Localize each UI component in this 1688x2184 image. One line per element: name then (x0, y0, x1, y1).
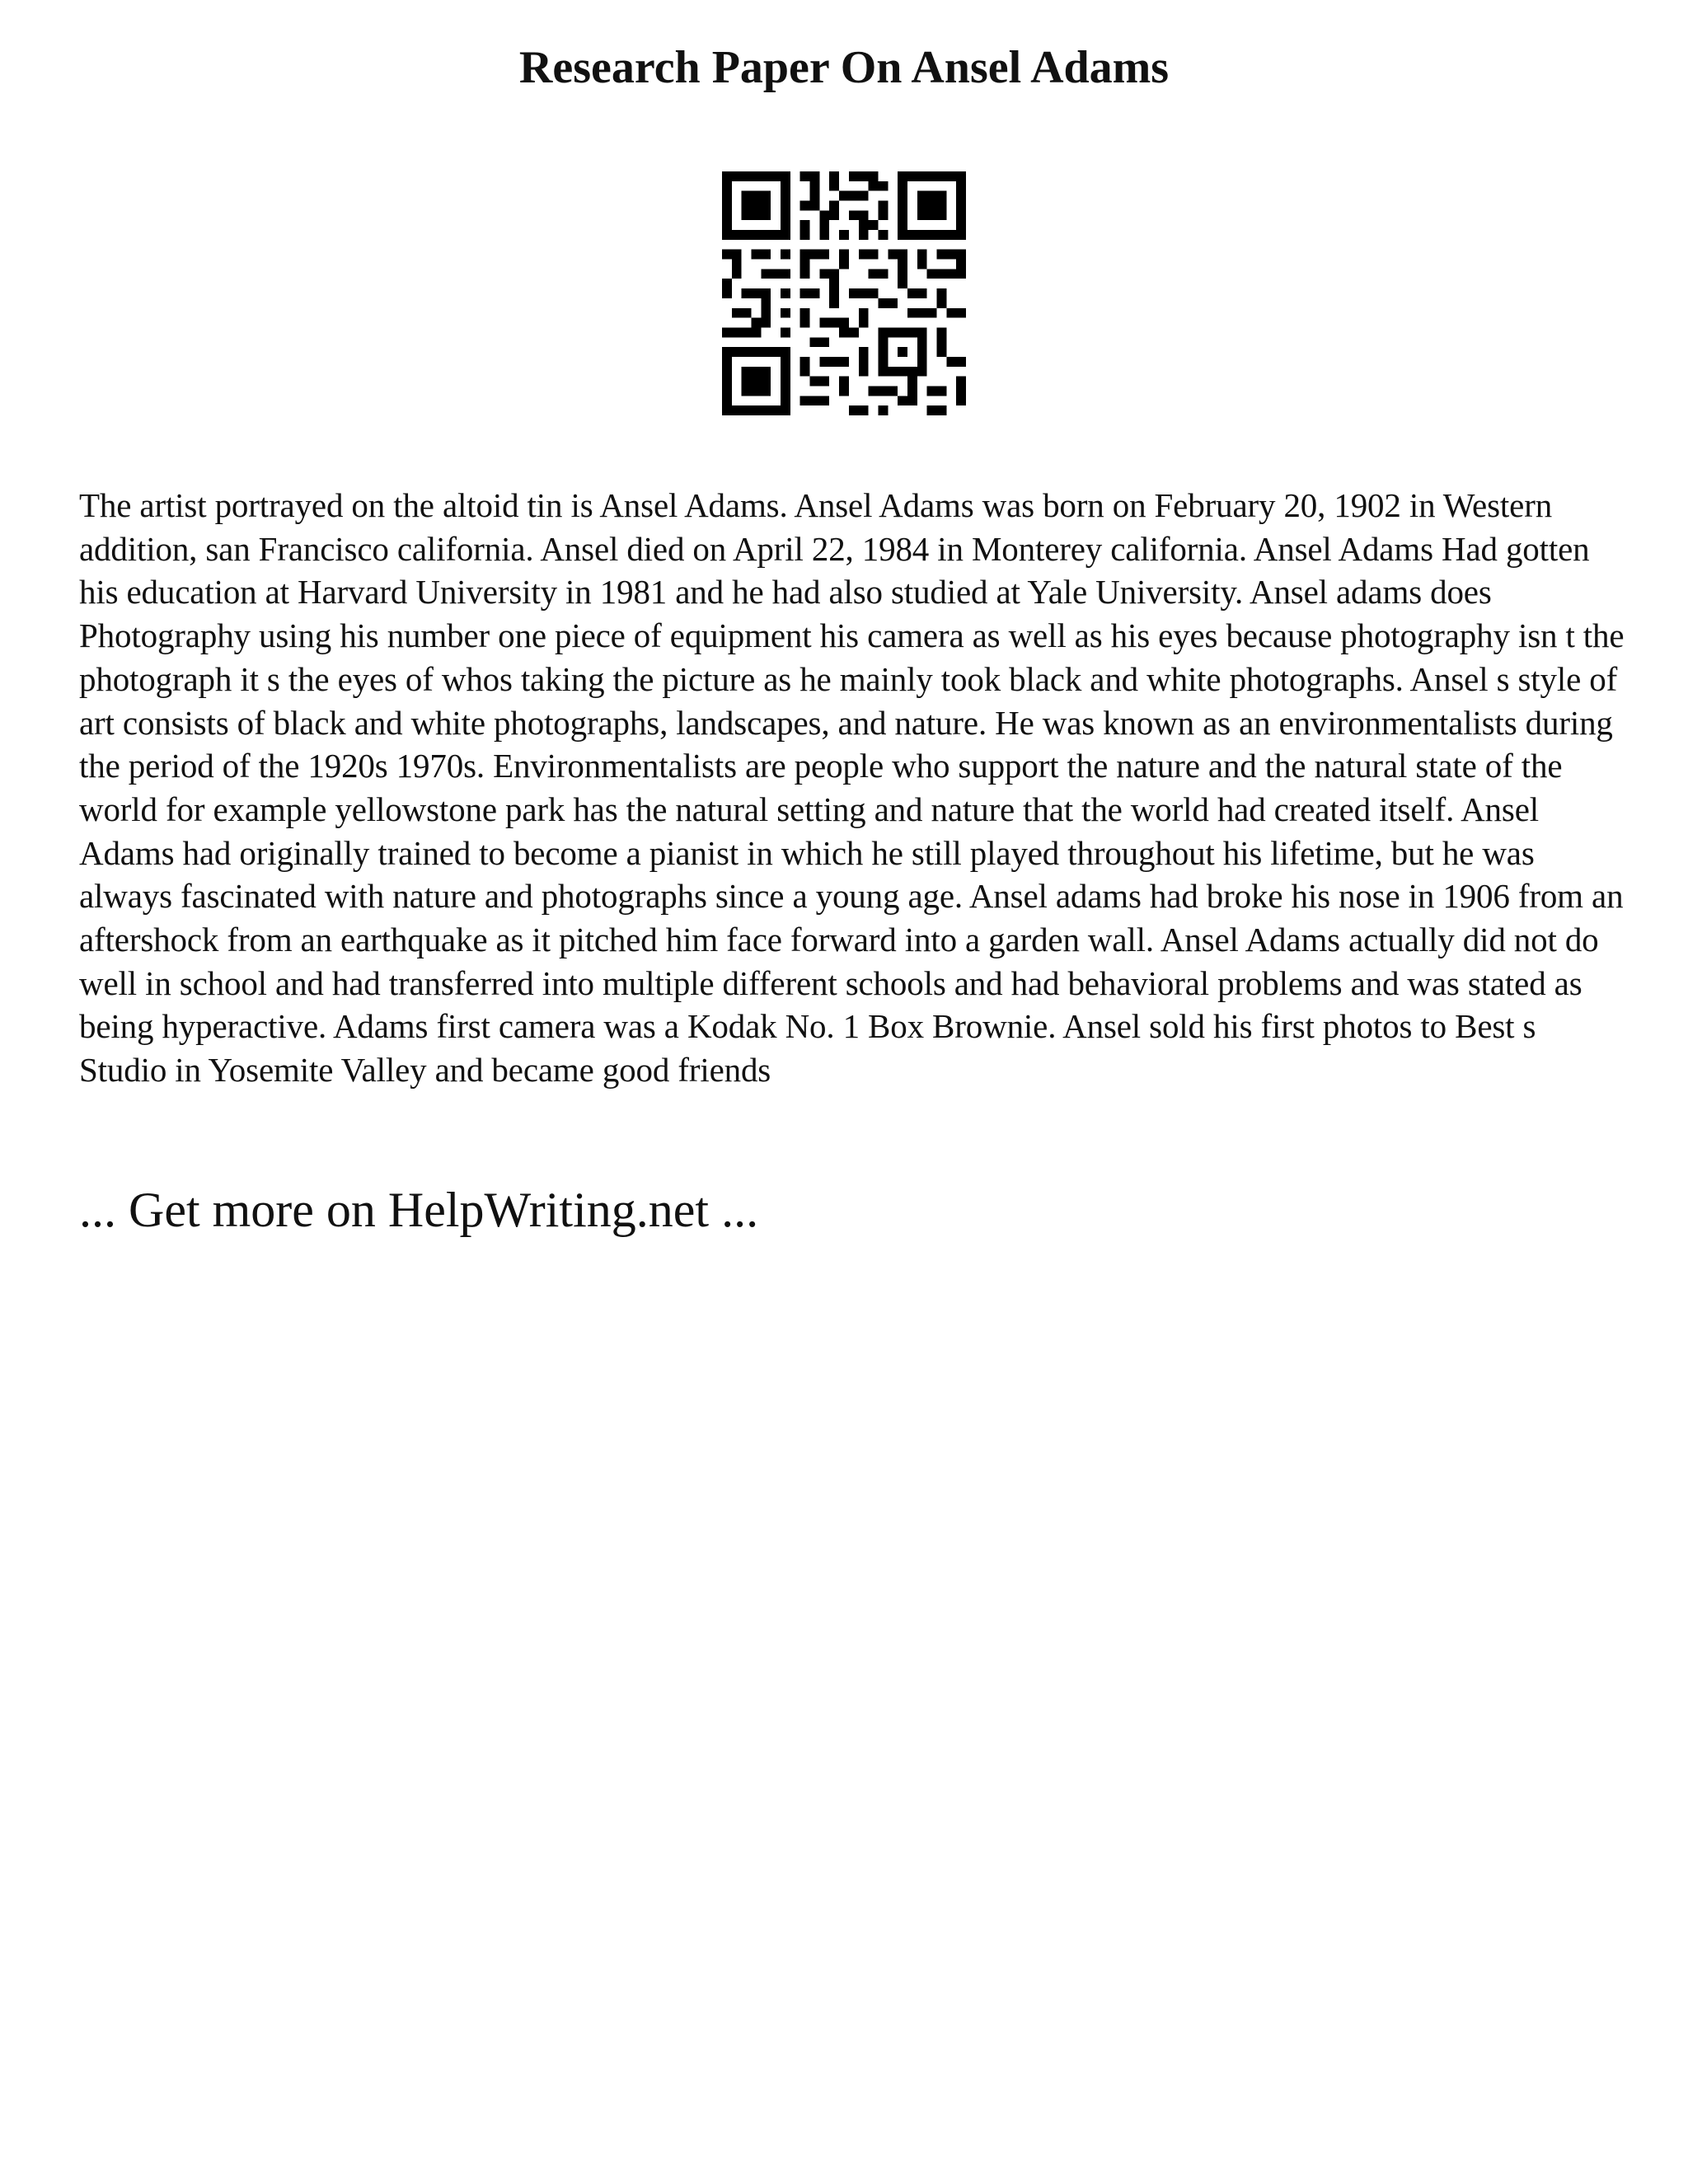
qr-code-icon (722, 171, 966, 415)
page-title: Research Paper On Ansel Adams (518, 42, 1170, 93)
body-paragraph: The artist portrayed on the altoid tin is Ansel Adams. Ansel Adams was born on February 20, 1902 in Western addition, san Francisco california. Ansel died on April 22, 1984 in Monterey california. Ansel Adams Had gotten his education at Harvard University in 1981 and he had also studied at Yale University. Ansel adams does Photography using his number one piece of equipment his camera as well as his eyes because photography isn t the photograph it s the eyes of whos taking the picture as he mainly took black and white photographs. Ansel s style of art consists of black and white photographs, landscapes, and nature. He was known as an environmentalists during the period of the 1920s 1970s. Environmentalists are people who support the nature and the natural state of the world for example yellowstone park has the natural setting and nature that the world had created itself. Ansel Adams had originally trained to become a pianist in which he still played throughout his lifetime, but he was always fascinated with nature and photographs since a young age. Ansel adams had broke his nose in 1906 from an aftershock from an earthquake as it pitched him face forward into a garden wall. Ansel Adams actually did not do well in school and had transferred into multiple different schools and had behavioral problems and was stated as being hyperactive. Adams first camera was a Kodak No. 1 Box Brownie. Ansel sold his first photos to Best s Studio in Yosemite Valley and became good friends (79, 486, 1625, 1090)
get-more-link[interactable]: ... Get more on HelpWriting.net ... (79, 1183, 759, 1237)
